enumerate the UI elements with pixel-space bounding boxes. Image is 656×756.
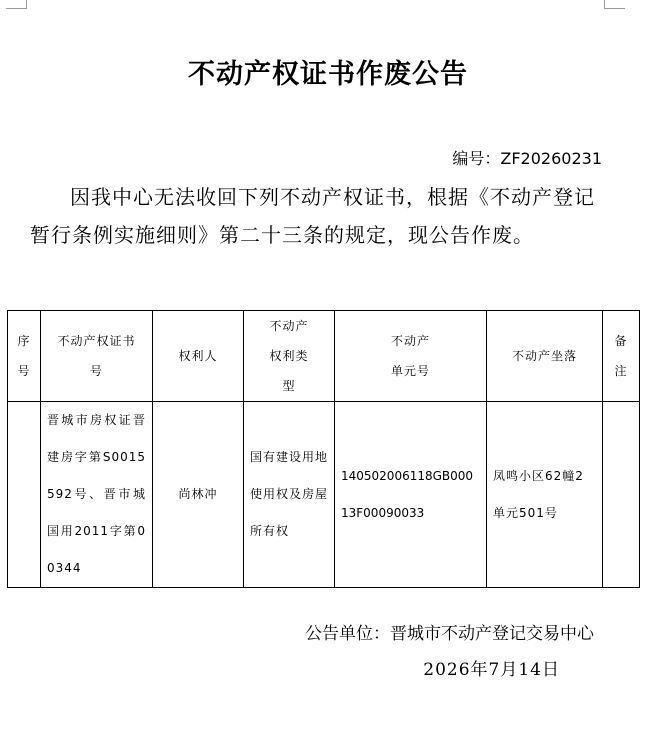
header-right-type: 不动产权利类型 — [244, 311, 335, 402]
cell-unit-no: 140502006118GB00013F00090033 — [335, 402, 487, 588]
header-cert: 不动产权证书号 — [41, 311, 153, 402]
cell-seq — [8, 402, 41, 588]
header-location: 不动产坐落 — [487, 311, 603, 402]
document-number: 编号：ZF20260231 — [452, 149, 602, 168]
header-seq: 序号 — [8, 311, 41, 402]
cell-remark — [603, 402, 640, 588]
table-header-row — [8, 311, 640, 402]
void-certificate-table — [7, 310, 640, 588]
page-title: 不动产权证书作废公告 — [188, 59, 468, 90]
header-remark: 备注 — [603, 311, 640, 402]
announcement-body: 因我中心无法收回下列不动产权证书，根据《不动产登记暂行条例实施细则》第二十三条的规定，现公告作废。 — [30, 185, 595, 247]
crop-mark-top-left — [6, 0, 27, 9]
issue-date: 2026年7月14日 — [423, 660, 560, 680]
header-unit-no: 不动产单元号 — [335, 311, 487, 402]
header-holder: 权利人 — [153, 311, 244, 402]
table-row — [8, 402, 640, 588]
cell-location: 凤鸣小区62幢2单元501号 — [487, 402, 603, 588]
cell-right-type: 国有建设用地使用权及房屋所有权 — [244, 402, 335, 588]
issuing-organization: 公告单位：晋城市不动产登记交易中心 — [305, 624, 594, 644]
cell-holder: 尚林冲 — [153, 402, 244, 588]
crop-mark-top-right — [604, 0, 625, 9]
cell-cert: 晋城市房权证晋建房字第S0015592号、晋市城国用2011字第00344 — [41, 402, 153, 588]
